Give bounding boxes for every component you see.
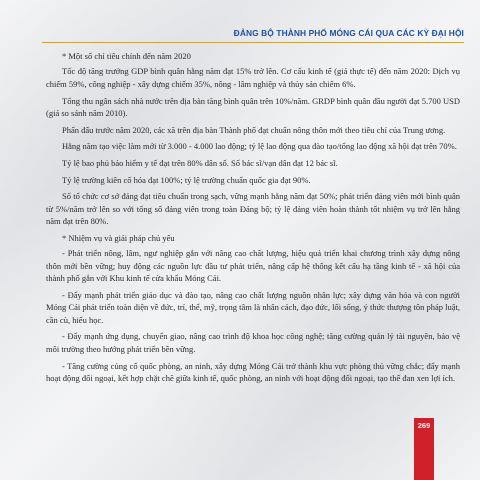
header-divider xyxy=(42,42,464,43)
paragraph-health-insurance: Tỷ lệ bao phủ bảo hiểm y tế đạt trên 80% dân số. Số bác sĩ/vạn dân đạt 12 bác sĩ. xyxy=(62,158,338,169)
body-text xyxy=(46,50,460,389)
paragraph-party-organizations: Số tổ chức cơ sở đảng đạt tiêu chuẩn trong sạch, vững mạnh hằng năm đạt 50%; phát triển đảng viên mới bình quân từ 5%/năm trở lên so với tổng số đảng viên trong toàn Đảng bộ; tỷ lệ đảng viên hoàn thành tốt nhiệm vụ trở lên hằng năm đạt trên 80%. xyxy=(46,191,460,227)
paragraph-budget-revenue: Tổng thu ngân sách nhà nước trên địa bàn tăng bình quân trên 10%/năm. GRDP bình quân đầu người đạt 5.700 USD (giá so sánh năm 2010). xyxy=(46,95,460,118)
paragraph-defense: - Tăng cường củng cố quốc phòng, an ninh, xây dựng Móng Cái trở thành khu vực phòng thủ vững chắc; đẩy mạnh hoạt động đối ngoại, kết hợp chặt chẽ giữa kinh tế, quốc phòng, an ninh với hoạt động đối ngoại, tạo thế đan xen lợi ích. xyxy=(46,360,460,383)
paragraph-schools: Tỷ lệ trường kiên cố hóa đạt 100%; tỷ lệ trường chuẩn quốc gia đạt 90%. xyxy=(62,174,311,185)
page-number-tab xyxy=(414,434,434,480)
paragraph-science: - Đẩy mạnh ứng dụng, chuyển giao, nâng cao trình độ khoa học công nghệ; tăng cường quản lý tài nguyên, bảo vệ môi trường theo hướng phát triển bền vững. xyxy=(46,331,460,354)
paragraph-gdp-growth: Tốc độ tăng trưởng GDP bình quân hằng năm đạt 15% trở lên. Cơ cấu kinh tế (giá thực tế) đến năm 2020: Dịch vụ chiếm 59%, công nghiệp - xây dựng chiếm 35%, nông - lâm nghiệp và thủy sản chiếm 6%. xyxy=(46,66,460,89)
paragraph-new-rural: Phấn đấu trước năm 2020, các xã trên địa bàn Thành phố đạt chuẩn nông thôn mới theo tiêu chí của Trung ương. xyxy=(62,124,446,135)
paragraph-employment: Hằng năm tạo việc làm mới từ 3.000 - 4.000 lao động; tỷ lệ lao động qua đào tạo/tổng lao động xã hội đạt trên 70%. xyxy=(62,141,457,152)
page-number: 269 xyxy=(414,418,434,434)
paragraph-agriculture: - Phát triển nông, lâm, ngư nghiệp gắn với nâng cao chất lượng, hiệu quả triển khai chương trình xây dựng nông thôn mới bền vững; huy động các nguồn lực đầu tư phát triển, nâng cấp hệ thống kết cấu hạ tầng kinh tế - xã hội của thành phố gắn với Khu kinh tế cửa khẩu Móng Cái. xyxy=(46,248,460,284)
running-header: ĐẢNG BỘ THÀNH PHỐ MÓNG CÁI QUA CÁC KỲ ĐẠI HỘI xyxy=(233,28,464,38)
section-heading-tasks: * Nhiệm vụ và giải pháp chủ yếu xyxy=(62,232,175,243)
paragraph-education: - Đẩy mạnh phát triển giáo dục và đào tạo, nâng cao chất lượng nguồn nhân lực; xây dựng văn hóa và con người Móng Cái phát triển toàn diện về đức, trí, thể, mỹ, trọng tâm là nhân cách, đạo đức, lối sống, ý thức thượng tôn pháp luật, cần cù, hiếu học. xyxy=(46,289,460,325)
section-heading-targets: * Một số chỉ tiêu chính đến năm 2020 xyxy=(62,51,191,61)
